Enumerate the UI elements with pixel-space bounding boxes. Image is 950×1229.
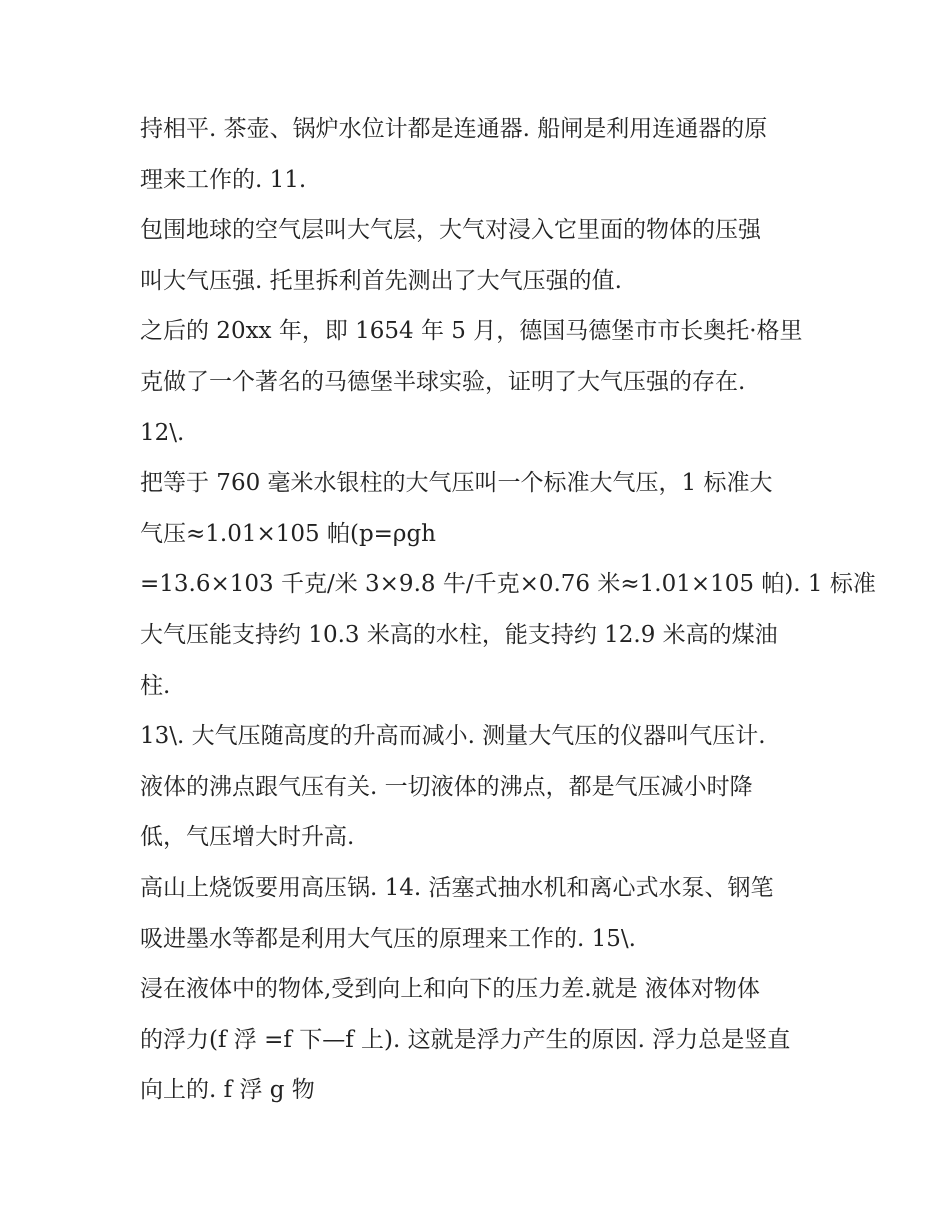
text-line: 之后的 20xx 年，即 1654 年 5 月，德国马德堡市市长奥托·格里 [140, 318, 803, 345]
text-line: =13.6×103 千克/米 3×9.8 牛/千克×0.76 米≈1.01×105 帕). 1 标准 [140, 571, 876, 598]
text-line: 液体的沸点跟气压有关. 一切液体的沸点，都是气压减小时降 [140, 773, 753, 800]
text-line: 气压≈1.01×105 帕(p=ρgh [140, 520, 436, 547]
text-line: 低，气压增大时升高. [140, 824, 355, 851]
text-line: 叫大气压强. 托里拆利首先测出了大气压强的值. [140, 267, 622, 294]
text-line: 包围地球的空气层叫大气层，大气对浸入它里面的物体的压强 [140, 217, 761, 244]
text-line: 大气压能支持约 10.3 米高的水柱，能支持约 12.9 米高的煤油 [140, 621, 778, 648]
text-line: 柱. [140, 672, 171, 699]
text-line: 向上的. f 浮 g 物 [140, 1077, 315, 1104]
text-line: 12\. [140, 419, 185, 446]
text-line: 理来工作的. 11. [140, 166, 307, 193]
text-line: 的浮力(f 浮 =f 下—f 上). 这就是浮力产生的原因. 浮力总是竖直 [140, 1026, 791, 1053]
text-line: 浸在液体中的物体,受到向上和向下的压力差.就是 液体对物体 [140, 976, 760, 1003]
text-line: 13\. 大气压随高度的升高而减小. 测量大气压的仪器叫气压计. [140, 723, 766, 750]
text-line: 把等于 760 毫米水银柱的大气压叫一个标准大气压，1 标准大 [140, 470, 773, 497]
text-line: 持相平. 茶壶、锅炉水位计都是连通器. 船闸是利用连通器的原 [140, 116, 768, 142]
text-line: 克做了一个著名的马德堡半球实验，证明了大气压强的存在. [140, 368, 746, 395]
document-body [140, 104, 876, 1116]
text-line: 吸进墨水等都是利用大气压的原理来工作的. 15\. [140, 925, 636, 952]
text-line: 高山上烧饭要用高压锅. 14. 活塞式抽水机和离心式水泵、钢笔 [140, 874, 774, 901]
